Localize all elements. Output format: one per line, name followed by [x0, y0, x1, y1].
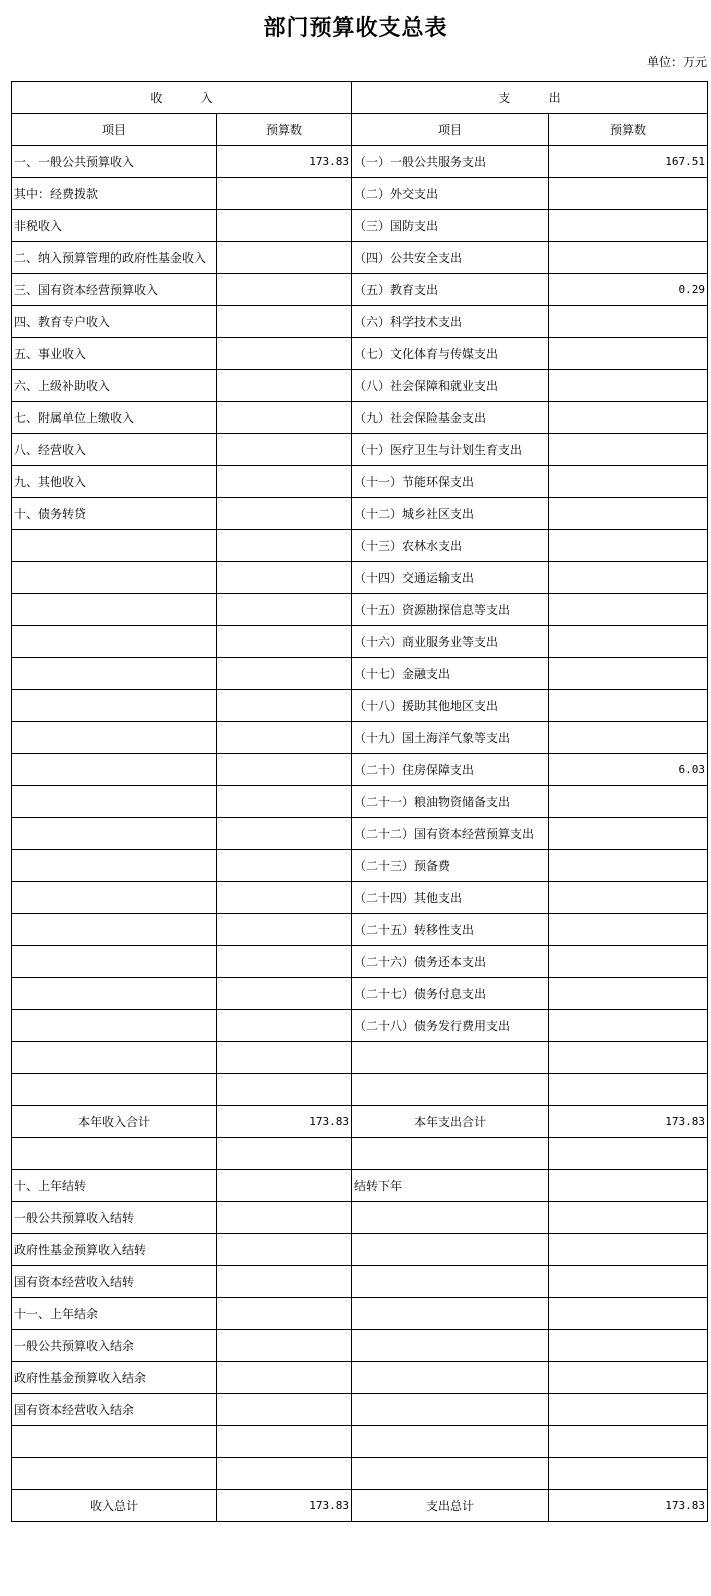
income-item-cell: [12, 530, 217, 562]
expense-item-cell: （十七）金融支出: [352, 658, 549, 690]
income-amount-cell: [217, 818, 352, 850]
expense-item-cell: （十九）国土海洋气象等支出: [352, 722, 549, 754]
income-item-cell: [12, 658, 217, 690]
expense-amount-cell: [549, 1330, 708, 1362]
expense-amount-cell: [549, 1202, 708, 1234]
expense-item-cell: 本年支出合计: [352, 1106, 549, 1138]
income-item-cell: [12, 1074, 217, 1106]
table-row: [12, 370, 708, 402]
income-item-cell: 二、纳入预算管理的政府性基金收入: [12, 242, 217, 274]
column-header-row: [12, 114, 708, 146]
expense-amount-cell: [549, 242, 708, 274]
expense-amount-cell: [549, 1458, 708, 1490]
expense-amount-cell: [549, 818, 708, 850]
table-row: [12, 722, 708, 754]
table-row: [12, 850, 708, 882]
income-amount-cell: [217, 1042, 352, 1074]
expense-item-cell: （十八）援助其他地区支出: [352, 690, 549, 722]
budget-table: [11, 81, 708, 1522]
expense-amount-cell: [549, 626, 708, 658]
expense-amount-cell: [549, 1170, 708, 1202]
income-amount-cell: [217, 306, 352, 338]
income-amount-cell: [217, 370, 352, 402]
income-amount-cell: [217, 946, 352, 978]
expense-amount-cell: [549, 658, 708, 690]
income-amount-cell: [217, 1330, 352, 1362]
expense-item-cell: （二十八）债务发行费用支出: [352, 1010, 549, 1042]
table-row: [12, 242, 708, 274]
table-row: [12, 178, 708, 210]
income-amount-cell: 173.83: [217, 1490, 352, 1522]
income-amount-cell: [217, 1426, 352, 1458]
expense-amount-cell: [549, 978, 708, 1010]
income-header: 收 入: [12, 82, 352, 114]
expense-amount-cell: [549, 786, 708, 818]
table-row: [12, 530, 708, 562]
expense-item-cell: （二十五）转移性支出: [352, 914, 549, 946]
expense-amount-cell: 173.83: [549, 1490, 708, 1522]
income-item-cell: [12, 1138, 217, 1170]
expense-item-cell: （十二）城乡社区支出: [352, 498, 549, 530]
table-row: [12, 690, 708, 722]
income-item-cell: 四、教育专户收入: [12, 306, 217, 338]
income-amount-cell: [217, 850, 352, 882]
income-item-header: 项目: [12, 114, 217, 146]
expense-amount-cell: 6.03: [549, 754, 708, 786]
expense-item-header: 项目: [352, 114, 549, 146]
income-item-cell: 十一、上年结余: [12, 1298, 217, 1330]
expense-amount-cell: [549, 946, 708, 978]
expense-item-cell: [352, 1298, 549, 1330]
expense-amount-cell: [549, 178, 708, 210]
income-item-cell: [12, 626, 217, 658]
expense-item-cell: [352, 1042, 549, 1074]
expense-amount-cell: [549, 1266, 708, 1298]
table-row: [12, 402, 708, 434]
expense-item-cell: （二十）住房保障支出: [352, 754, 549, 786]
expense-amount-cell: [549, 1234, 708, 1266]
expense-amount-cell: [549, 690, 708, 722]
table-row: [12, 306, 708, 338]
income-amount-cell: [217, 210, 352, 242]
income-item-cell: 十、上年结转: [12, 1170, 217, 1202]
table-row: [12, 338, 708, 370]
table-row: [12, 146, 708, 178]
income-amount-header: 预算数: [217, 114, 352, 146]
table-row: [12, 882, 708, 914]
income-item-cell: 政府性基金预算收入结余: [12, 1362, 217, 1394]
expense-item-cell: [352, 1074, 549, 1106]
income-item-cell: [12, 978, 217, 1010]
expense-amount-cell: [549, 1138, 708, 1170]
income-amount-cell: 173.83: [217, 146, 352, 178]
expense-amount-cell: [549, 498, 708, 530]
unit-label: 单位：万元: [646, 55, 707, 69]
expense-item-cell: （三）国防支出: [352, 210, 549, 242]
expense-item-cell: （四）公共安全支出: [352, 242, 549, 274]
expense-amount-cell: [549, 1010, 708, 1042]
expense-amount-cell: [549, 466, 708, 498]
table-row: [12, 626, 708, 658]
expense-amount-cell: [549, 402, 708, 434]
income-item-cell: 七、附属单位上缴收入: [12, 402, 217, 434]
income-item-cell: 其中：经费拨款: [12, 178, 217, 210]
table-row: [12, 1394, 708, 1426]
expense-item-cell: （一）一般公共服务支出: [352, 146, 549, 178]
expense-amount-cell: [549, 434, 708, 466]
income-item-cell: [12, 850, 217, 882]
income-amount-cell: [217, 402, 352, 434]
income-amount-cell: [217, 1266, 352, 1298]
expense-item-cell: （十五）资源勘探信息等支出: [352, 594, 549, 626]
table-row: [12, 1074, 708, 1106]
expense-item-cell: （二十二）国有资本经营预算支出: [352, 818, 549, 850]
expense-item-cell: （二十一）粮油物资储备支出: [352, 786, 549, 818]
income-item-cell: [12, 1042, 217, 1074]
income-item-cell: 国有资本经营收入结余: [12, 1394, 217, 1426]
income-item-cell: 九、其他收入: [12, 466, 217, 498]
income-amount-cell: [217, 530, 352, 562]
expense-amount-cell: [549, 1074, 708, 1106]
table-row: [12, 978, 708, 1010]
expense-amount-cell: [549, 850, 708, 882]
table-row: [12, 754, 708, 786]
income-item-cell: [12, 786, 217, 818]
income-item-cell: 非税收入: [12, 210, 217, 242]
income-amount-cell: [217, 178, 352, 210]
table-row: [12, 466, 708, 498]
income-amount-cell: [217, 690, 352, 722]
expense-item-cell: （六）科学技术支出: [352, 306, 549, 338]
table-row: [12, 274, 708, 306]
income-item-cell: [12, 946, 217, 978]
expense-item-cell: （八）社会保障和就业支出: [352, 370, 549, 402]
table-row: [12, 594, 708, 626]
income-amount-cell: [217, 1170, 352, 1202]
income-item-cell: 一般公共预算收入结余: [12, 1330, 217, 1362]
expense-item-cell: （二十三）预备费: [352, 850, 549, 882]
expense-item-cell: （十一）节能环保支出: [352, 466, 549, 498]
income-item-cell: [12, 1010, 217, 1042]
income-amount-cell: [217, 466, 352, 498]
income-item-cell: 六、上级补助收入: [12, 370, 217, 402]
income-amount-cell: [217, 626, 352, 658]
income-amount-cell: [217, 914, 352, 946]
table-row: [12, 1010, 708, 1042]
table-row: [12, 210, 708, 242]
expense-amount-cell: [549, 722, 708, 754]
expense-item-cell: （十六）商业服务业等支出: [352, 626, 549, 658]
expense-item-cell: [352, 1394, 549, 1426]
expense-item-cell: （二十四）其他支出: [352, 882, 549, 914]
income-amount-cell: [217, 1074, 352, 1106]
expense-item-cell: （十四）交通运输支出: [352, 562, 549, 594]
table-row: [12, 1170, 708, 1202]
expense-amount-cell: [549, 594, 708, 626]
expense-amount-cell: [549, 370, 708, 402]
expense-item-cell: [352, 1202, 549, 1234]
section-header-row: [12, 82, 708, 114]
income-amount-cell: [217, 722, 352, 754]
table-row: [12, 1426, 708, 1458]
table-row: [12, 1458, 708, 1490]
table-row: [12, 818, 708, 850]
income-item-cell: 政府性基金预算收入结转: [12, 1234, 217, 1266]
expense-item-cell: （十）医疗卫生与计划生育支出: [352, 434, 549, 466]
income-amount-cell: [217, 1362, 352, 1394]
expense-item-cell: [352, 1234, 549, 1266]
income-item-cell: 一般公共预算收入结转: [12, 1202, 217, 1234]
income-item-cell: [12, 690, 217, 722]
table-row: [12, 1330, 708, 1362]
income-amount-cell: [217, 978, 352, 1010]
expense-amount-cell: [549, 562, 708, 594]
income-amount-cell: [217, 1138, 352, 1170]
income-item-cell: 十、债务转贷: [12, 498, 217, 530]
expense-amount-cell: [549, 210, 708, 242]
table-row: [12, 1234, 708, 1266]
income-amount-cell: [217, 498, 352, 530]
income-item-cell: [12, 562, 217, 594]
expense-amount-cell: 0.29: [549, 274, 708, 306]
expense-amount-cell: [549, 1362, 708, 1394]
expense-item-cell: （九）社会保险基金支出: [352, 402, 549, 434]
income-amount-cell: [217, 1010, 352, 1042]
expense-amount-cell: [549, 914, 708, 946]
income-item-cell: 本年收入合计: [12, 1106, 217, 1138]
income-amount-cell: [217, 338, 352, 370]
income-amount-cell: [217, 242, 352, 274]
table-row: [12, 1106, 708, 1138]
expense-header: 支 出: [352, 82, 708, 114]
table-row: [12, 946, 708, 978]
expense-item-cell: 结转下年: [352, 1170, 549, 1202]
expense-amount-cell: [549, 338, 708, 370]
expense-item-cell: [352, 1266, 549, 1298]
income-item-cell: 收入总计: [12, 1490, 217, 1522]
expense-item-cell: （五）教育支出: [352, 274, 549, 306]
expense-amount-cell: [549, 1426, 708, 1458]
income-item-cell: [12, 1426, 217, 1458]
income-item-cell: [12, 594, 217, 626]
table-row: [12, 434, 708, 466]
income-amount-cell: [217, 562, 352, 594]
table-row: [12, 1362, 708, 1394]
page-title: 部门预算收支总表: [263, 16, 448, 41]
income-amount-cell: [217, 786, 352, 818]
expense-item-cell: 支出总计: [352, 1490, 549, 1522]
table-row: [12, 914, 708, 946]
income-item-cell: 一、一般公共预算收入: [12, 146, 217, 178]
income-amount-cell: [217, 1458, 352, 1490]
expense-item-cell: （二十六）债务还本支出: [352, 946, 549, 978]
income-amount-cell: [217, 658, 352, 690]
expense-item-cell: （七）文化体育与传媒支出: [352, 338, 549, 370]
income-amount-cell: [217, 594, 352, 626]
income-item-cell: 国有资本经营收入结转: [12, 1266, 217, 1298]
income-item-cell: 八、经营收入: [12, 434, 217, 466]
table-row: [12, 658, 708, 690]
table-row: [12, 1490, 708, 1522]
table-row: [12, 498, 708, 530]
table-row: [12, 562, 708, 594]
income-amount-cell: [217, 1394, 352, 1426]
income-item-cell: [12, 914, 217, 946]
income-amount-cell: [217, 1234, 352, 1266]
income-amount-cell: [217, 434, 352, 466]
expense-amount-cell: [549, 530, 708, 562]
expense-amount-cell: 167.51: [549, 146, 708, 178]
expense-item-cell: [352, 1362, 549, 1394]
table-row: [12, 1202, 708, 1234]
income-item-cell: [12, 754, 217, 786]
income-item-cell: [12, 882, 217, 914]
income-amount-cell: [217, 882, 352, 914]
expense-item-cell: （十三）农林水支出: [352, 530, 549, 562]
expense-item-cell: [352, 1458, 549, 1490]
income-amount-cell: [217, 1202, 352, 1234]
expense-item-cell: [352, 1330, 549, 1362]
expense-amount-cell: [549, 306, 708, 338]
table-row: [12, 1138, 708, 1170]
table-row: [12, 786, 708, 818]
expense-item-cell: （二十七）债务付息支出: [352, 978, 549, 1010]
expense-item-cell: [352, 1138, 549, 1170]
income-item-cell: 三、国有资本经营预算收入: [12, 274, 217, 306]
income-item-cell: [12, 1458, 217, 1490]
income-item-cell: [12, 818, 217, 850]
expense-item-cell: [352, 1426, 549, 1458]
expense-amount-cell: [549, 1394, 708, 1426]
expense-amount-cell: [549, 1042, 708, 1074]
income-item-cell: [12, 722, 217, 754]
expense-amount-cell: [549, 1298, 708, 1330]
income-item-cell: 五、事业收入: [12, 338, 217, 370]
income-amount-cell: 173.83: [217, 1106, 352, 1138]
table-row: [12, 1298, 708, 1330]
expense-amount-header: 预算数: [549, 114, 708, 146]
income-amount-cell: [217, 754, 352, 786]
expense-amount-cell: [549, 882, 708, 914]
table-row: [12, 1042, 708, 1074]
expense-amount-cell: 173.83: [549, 1106, 708, 1138]
table-row: [12, 1266, 708, 1298]
income-amount-cell: [217, 1298, 352, 1330]
expense-item-cell: （二）外交支出: [352, 178, 549, 210]
income-amount-cell: [217, 274, 352, 306]
